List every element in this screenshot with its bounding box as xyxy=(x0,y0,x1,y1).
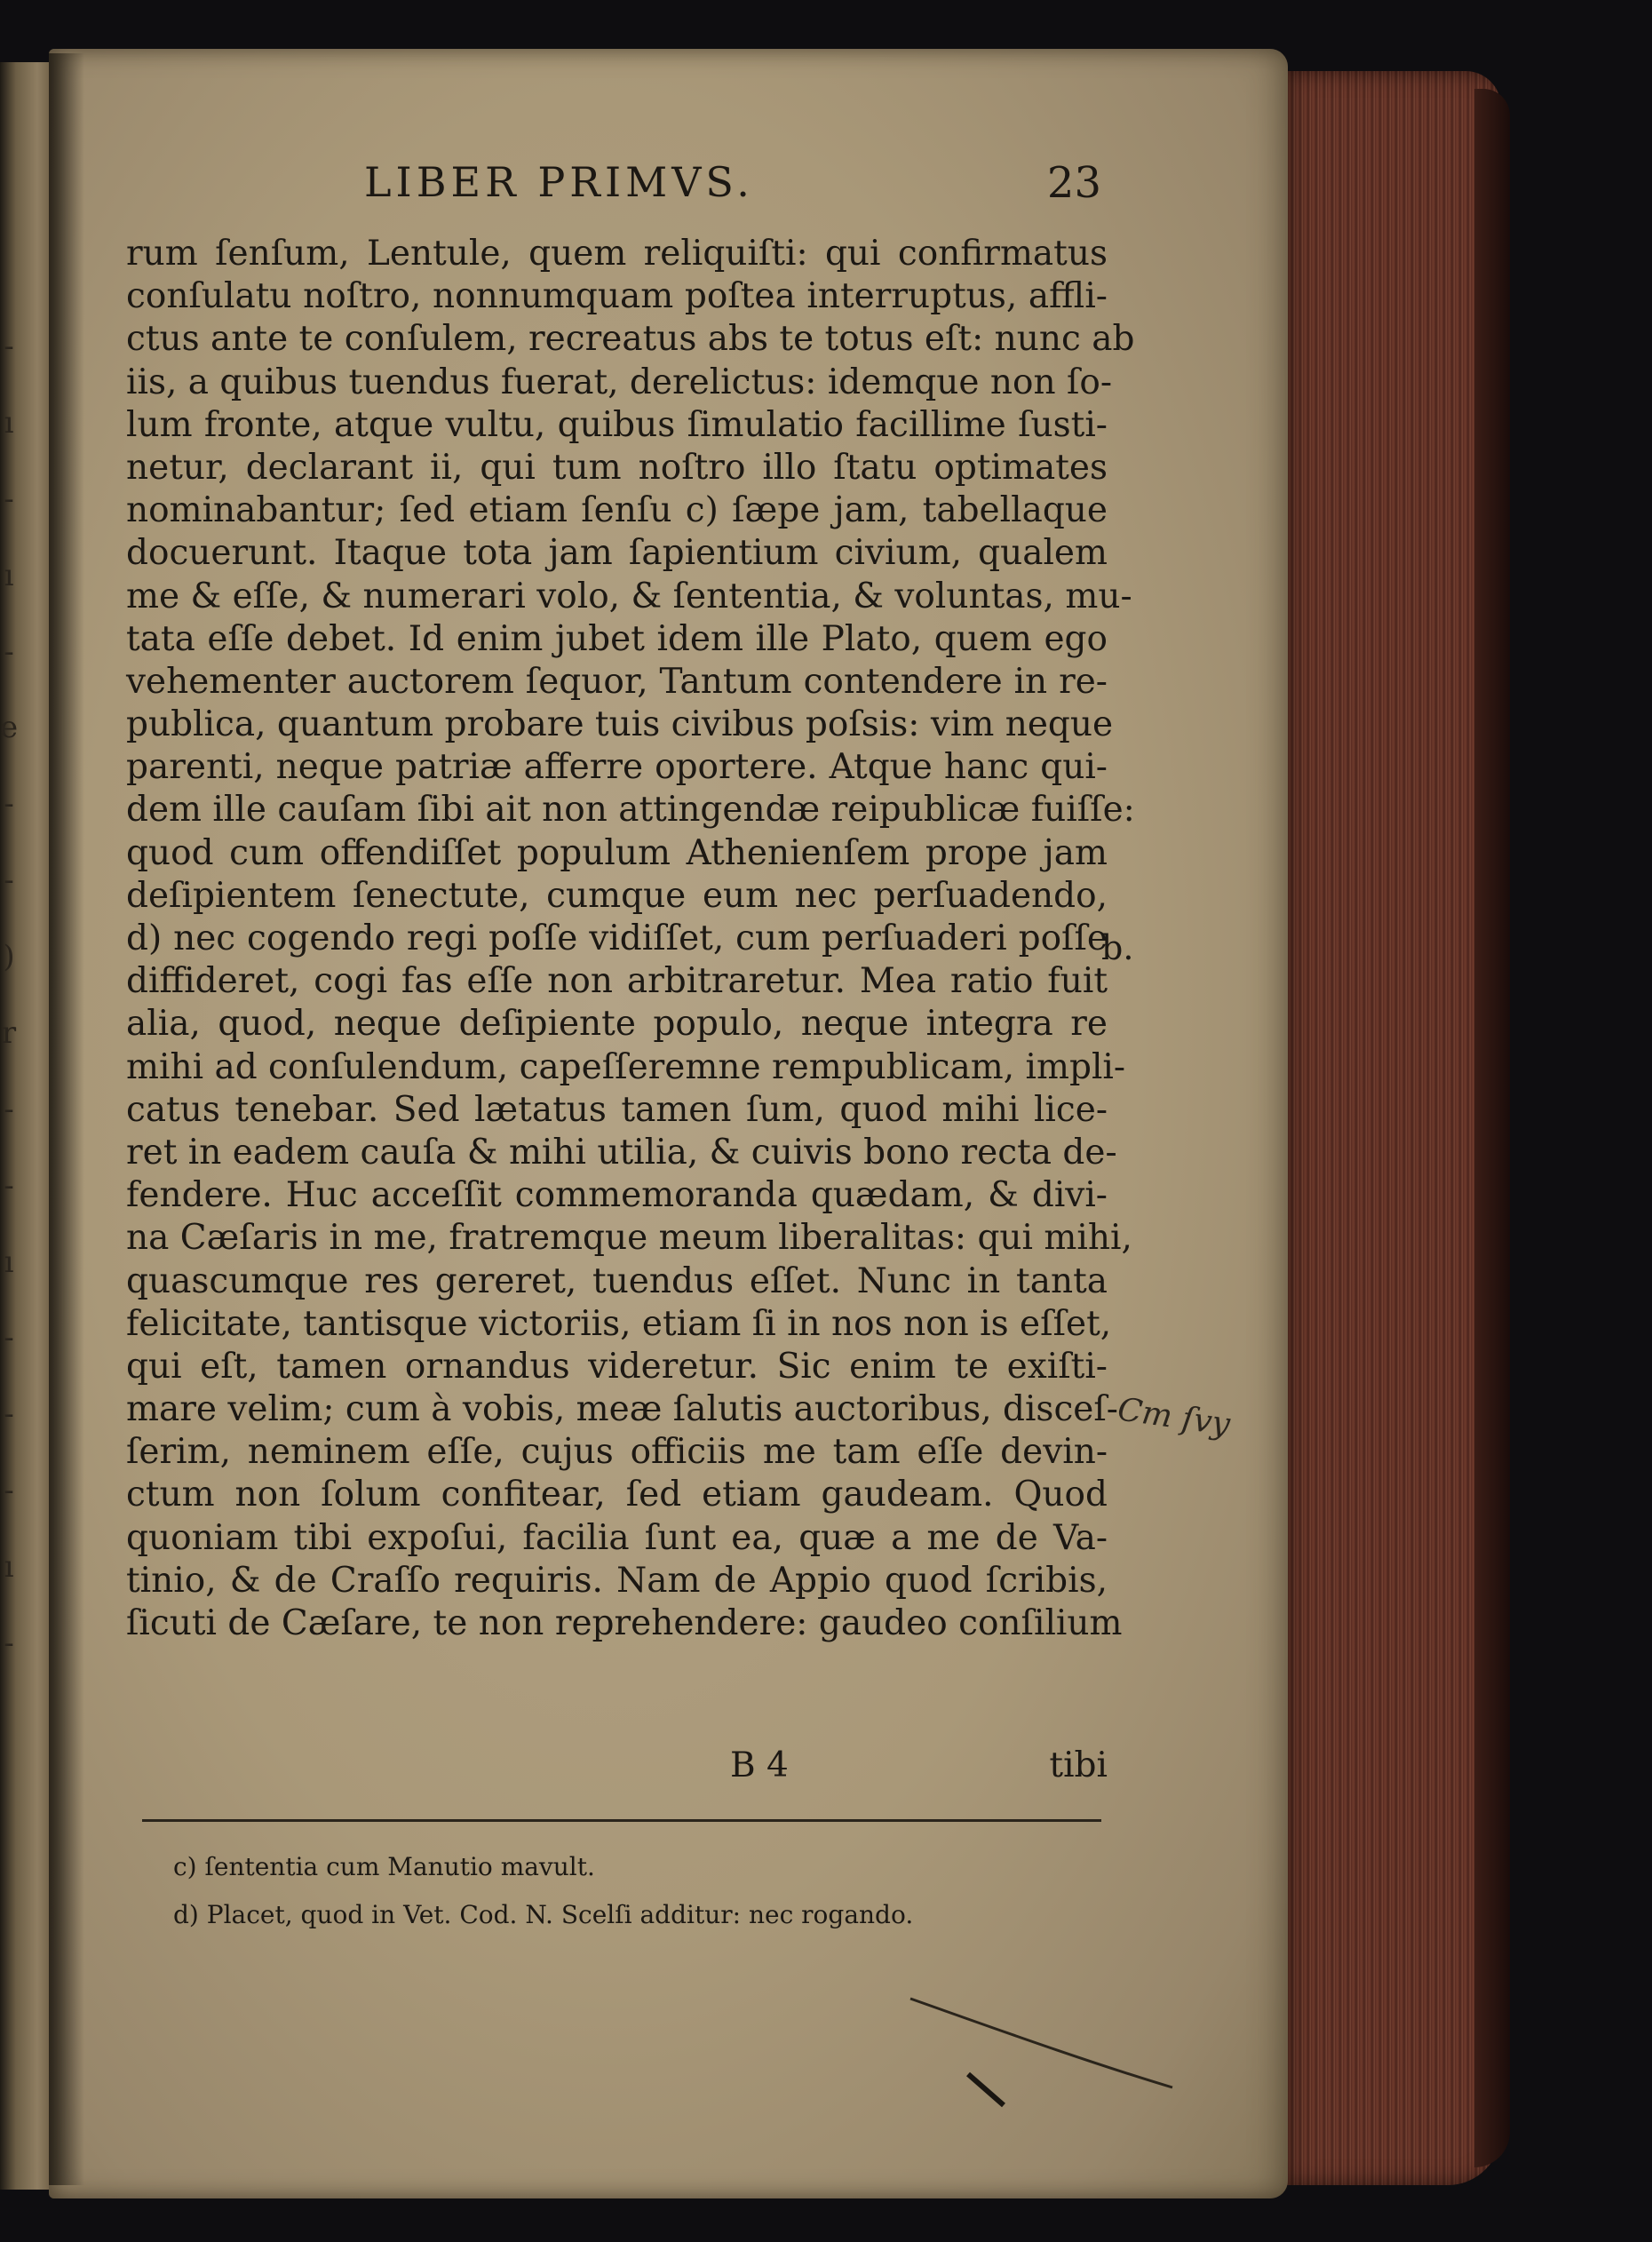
text-line: quascumque res gereret, tuendus eſſet. Nunc in tanta xyxy=(126,1260,1108,1301)
facing-page-letter: ı xyxy=(4,404,14,441)
running-head: LIBER PRIMVS. xyxy=(364,158,754,206)
body-text xyxy=(126,233,1135,1645)
text-line: catus tenebar. Sed lætatus tamen ſum, quod mihi lice- xyxy=(126,1089,1108,1130)
text-line: fendere. Huc acceſſit commemoranda quædam, & divi- xyxy=(126,1175,1108,1216)
facing-page-edge xyxy=(0,62,53,2190)
facing-page-letter: ) xyxy=(3,939,15,974)
footnote: d) Placet, quod in Vet. Cod. N. Scelſi additur: nec rogando. xyxy=(173,1900,914,1929)
text-line: ret in eadem cauſa & mihi utilia, & cuivis bono recta de- xyxy=(126,1132,1117,1173)
catchword: tibi xyxy=(1049,1745,1108,1785)
text-line: parenti, neque patriæ afferre oportere. Atque hanc qui- xyxy=(126,747,1108,788)
facing-page-letter: - xyxy=(4,863,14,899)
facing-page-letter: - xyxy=(4,633,14,670)
facing-page-letter: ı xyxy=(4,1244,14,1280)
text-line: tata eſſe debet. Id enim jubet idem ille Plato, quem ego xyxy=(126,618,1108,659)
text-line: deſipientem ſenectute, cumque eum nec perſuadendo, xyxy=(126,875,1108,916)
footnote-rule xyxy=(142,1819,1101,1822)
book-binding xyxy=(1474,89,1510,2167)
text-line: quod cum offendiſſet populum Athenienſem prope jam xyxy=(126,832,1108,873)
text-line: qui eſt, tamen ornandus videretur. Sic enim te exiſti- xyxy=(126,1346,1108,1387)
facing-page-letter: - xyxy=(4,786,14,823)
facing-page-letter: - xyxy=(4,481,14,517)
text-line: netur, declarant ii, qui tum noſtro illo ſtatu optimates xyxy=(126,447,1108,488)
text-line: docuerunt. Itaque tota jam ſapientium civium, qualem xyxy=(126,533,1108,574)
footnotes xyxy=(173,1843,1106,1939)
text-line: nominabantur; ſed etiam ſenſu c) ſæpe jam, tabellaque xyxy=(126,490,1108,531)
facing-page-letter: - xyxy=(4,1396,14,1433)
text-line: d) nec cogendo regi poſſe vidiſſet, cum perſuaderi poſſe xyxy=(126,918,1108,958)
pen-stroke-mark xyxy=(906,1990,1297,2114)
text-line: mare velim; cum à vobis, meæ ſalutis auctoribus, disceſ- xyxy=(126,1389,1118,1430)
text-line: tinio, & de Craſſo requiris. Nam de Appio quod ſcribis, xyxy=(126,1560,1108,1601)
facing-page-letters xyxy=(0,329,18,1661)
text-line: na Cæſaris in me, fratremque meum liberalitas: qui mihi, xyxy=(126,1218,1132,1259)
facing-page-letter: - xyxy=(4,1625,14,1661)
facing-page-letter: ı xyxy=(4,557,14,593)
text-line: iis, a quibus tuendus fuerat, derelictus: idemque non ſo- xyxy=(126,362,1113,402)
page-footer xyxy=(126,1745,1108,1790)
page-fore-edge xyxy=(1279,71,1501,2185)
facing-page-letter: - xyxy=(4,1091,14,1127)
text-line: publica, quantum probare tuis civibus poſsis: vim neque xyxy=(126,704,1114,745)
text-line: ctus ante te conſulem, recreatus abs te totus eſt: nunc ab xyxy=(126,319,1135,360)
text-line: ſerim, neminem eſſe, cujus officiis me tam eſſe devin- xyxy=(126,1432,1108,1473)
text-line: conſulatu noſtro, nonnumquam poſtea interruptus, affli- xyxy=(126,276,1108,317)
facing-page-letter: - xyxy=(4,1473,14,1509)
text-line: rum ſenſum, Lentule, quem reliquiſti: qui confirmatus xyxy=(126,234,1108,274)
text-line: alia, quod, neque deſipiente populo, neque integra re xyxy=(126,1004,1108,1045)
handwritten-marginal-note: Cm ſvy xyxy=(1115,1391,1233,1443)
signature-mark: B 4 xyxy=(730,1745,789,1785)
text-line: felicitate, tantisque victoriis, etiam ſi in nos non is eſſet, xyxy=(126,1303,1112,1344)
facing-page-letter: e xyxy=(0,710,19,746)
facing-page-letter: - xyxy=(4,1320,14,1356)
footnote: c) ſententia cum Manutio mavult. xyxy=(173,1852,595,1881)
text-line: diffideret, cogi fas eſſe non arbitraretur. Mea ratio fuit xyxy=(126,961,1108,1002)
text-line: ſicuti de Cæſare, te non reprehendere: gaudeo conſilium xyxy=(126,1603,1123,1643)
margin-letter: b. xyxy=(1101,928,1134,967)
page-number: 23 xyxy=(1046,158,1101,208)
facing-page-letter: - xyxy=(4,329,14,364)
text-line: mihi ad conſulendum, capeſſeremne rempublicam, impli- xyxy=(126,1046,1126,1087)
gutter-shadow xyxy=(49,53,84,2185)
facing-page-letter: r xyxy=(1,1014,17,1051)
facing-page-letter: ı xyxy=(4,1549,14,1585)
text-line: vehementer auctorem ſequor, Tantum contendere in re- xyxy=(126,661,1108,702)
text-line: quoniam tibi expoſui, facilia ſunt ea, quæ a me de Va- xyxy=(126,1517,1108,1558)
text-line: lum fronte, atque vultu, quibus ſimulatio facillime ſusti- xyxy=(126,404,1108,445)
text-line: me & eſſe, & numerari volo, & ſententia, & voluntas, mu- xyxy=(126,576,1132,616)
text-line: dem ille cauſam ſibi ait non attingendæ reipublicæ fuiſſe: xyxy=(126,790,1135,831)
text-line: ctum non ſolum confitear, ſed etiam gaudeam. Quod xyxy=(126,1475,1108,1515)
facing-page-letter: - xyxy=(4,1167,14,1204)
page-header xyxy=(364,158,1101,220)
